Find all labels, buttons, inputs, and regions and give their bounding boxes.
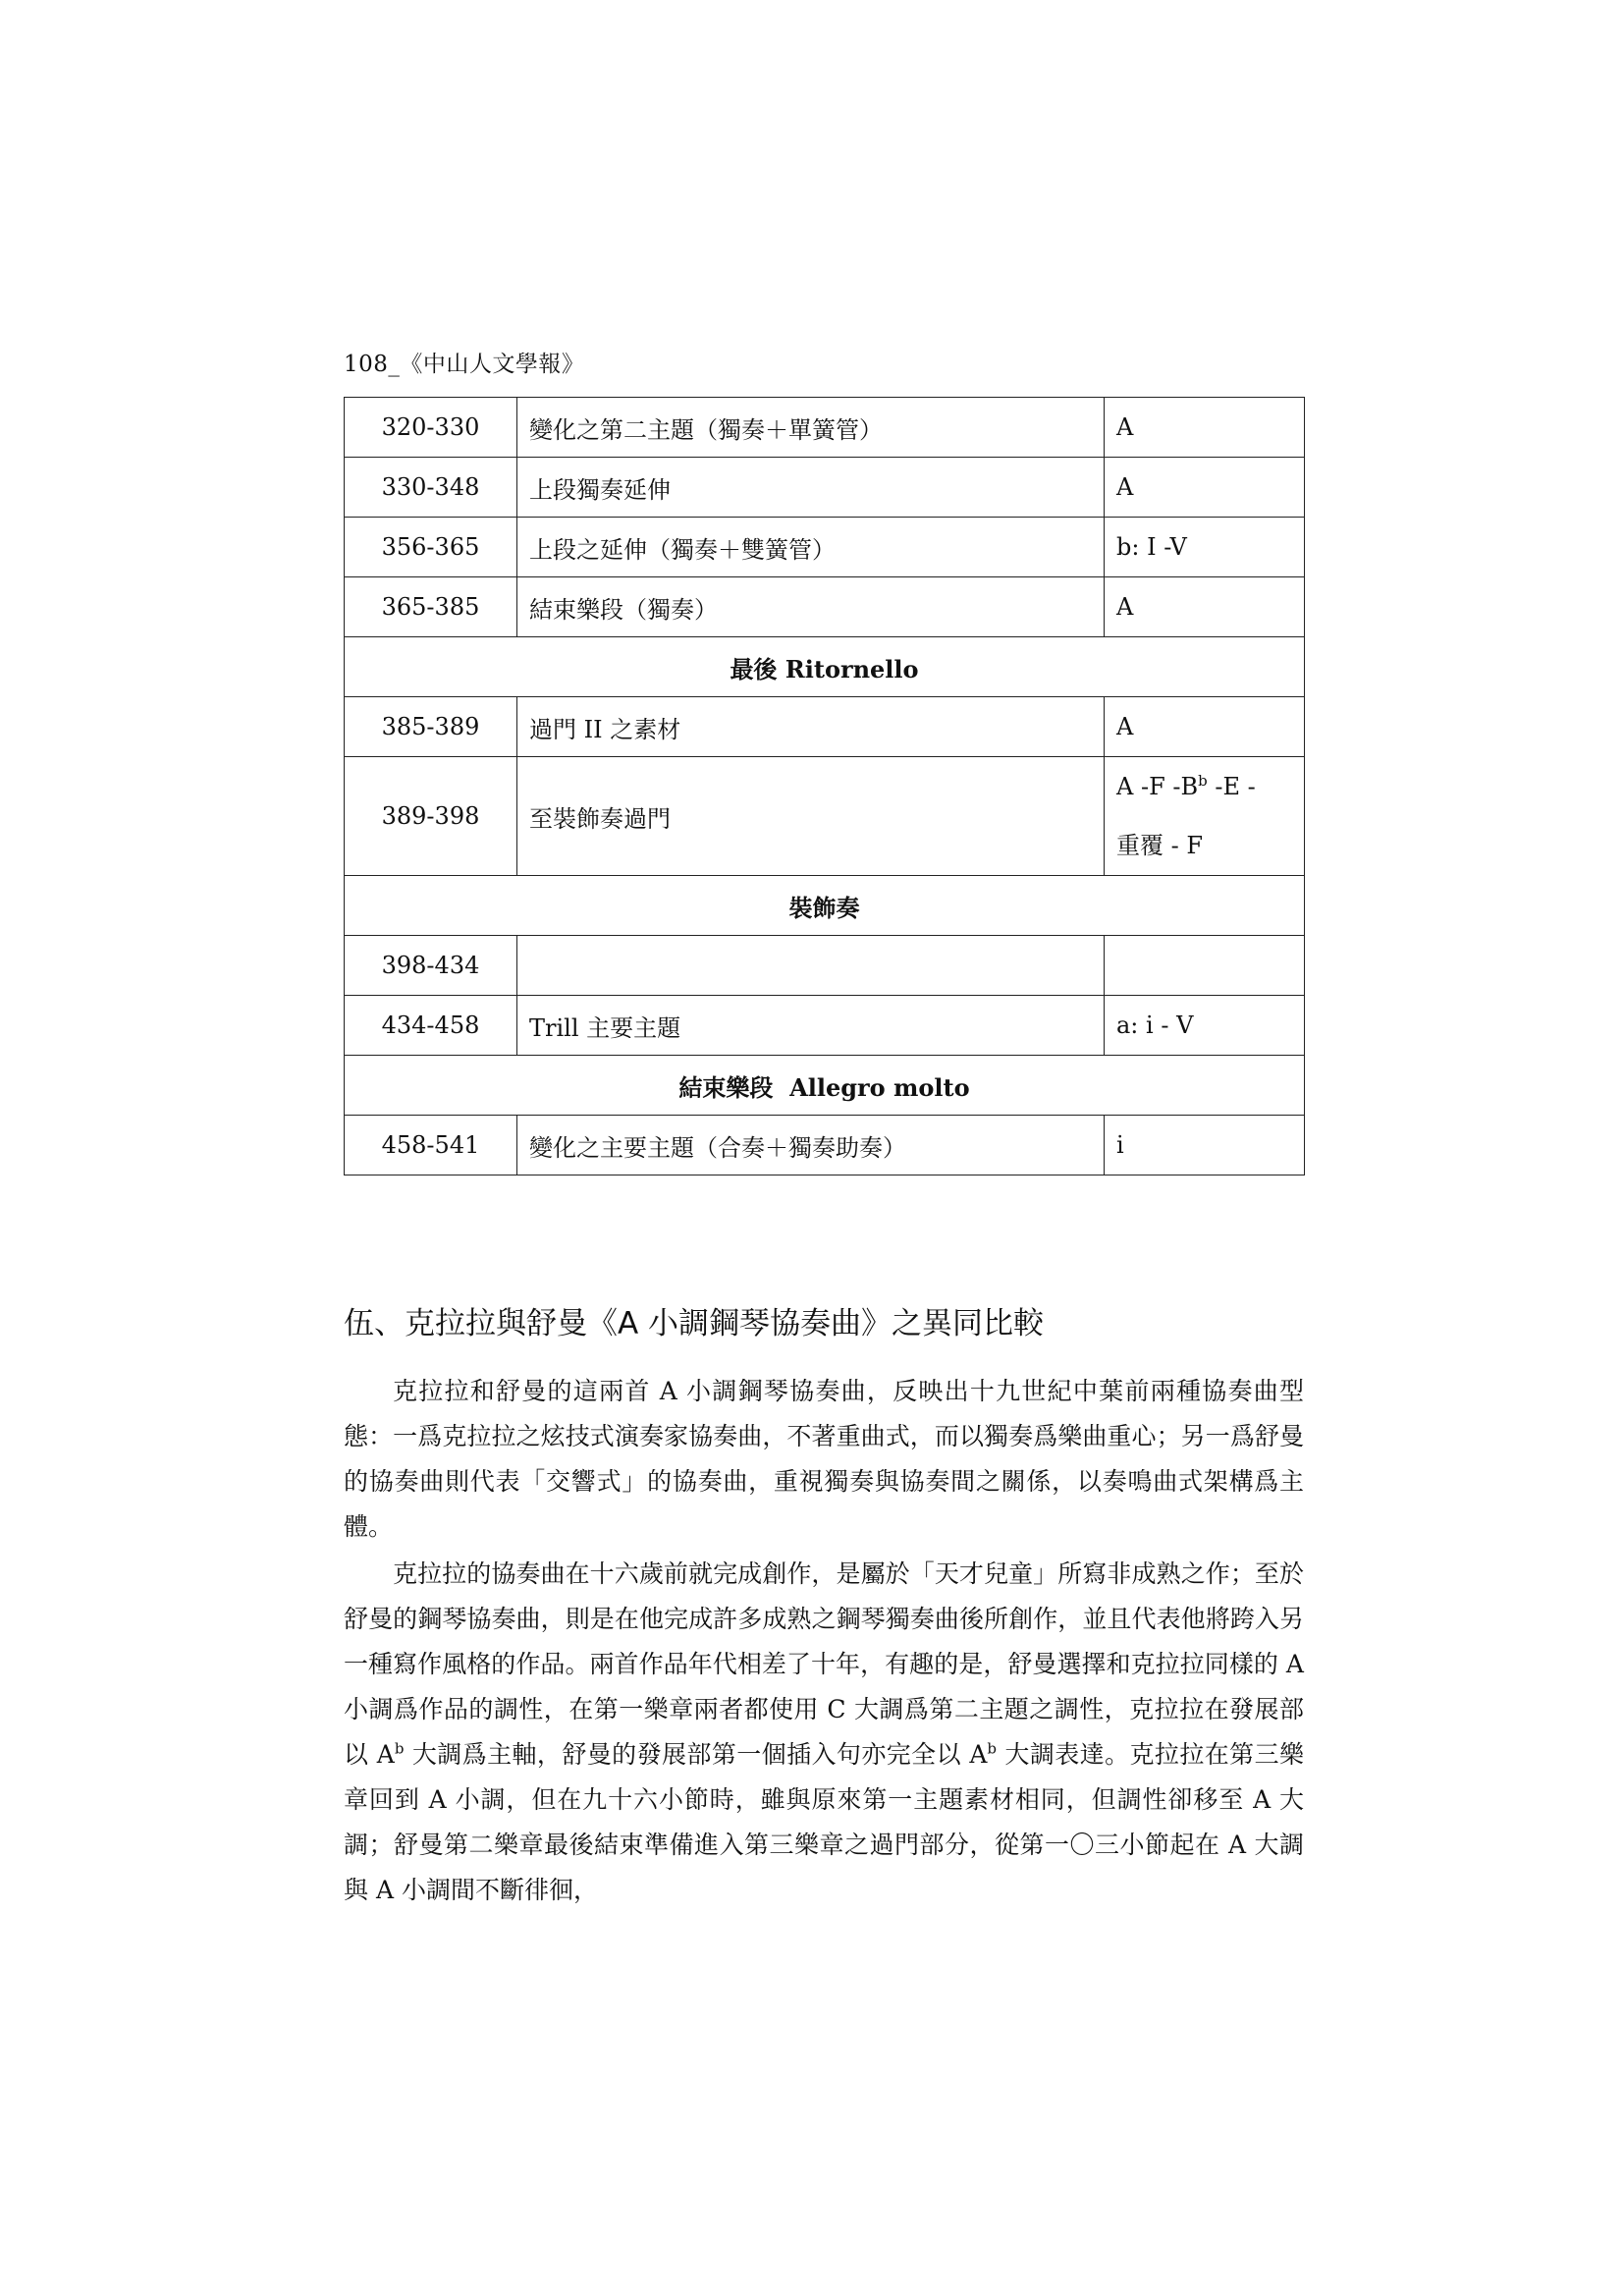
table-row [345,757,1305,876]
table-row [345,936,1305,996]
key-area [1105,757,1305,876]
table-section-row [345,637,1305,697]
measure-range: 434-458 [345,996,517,1056]
flat-superscript: b [1198,772,1208,790]
measure-range: 389-398 [345,757,517,876]
section-description: 結束樂段（獨奏） [517,577,1105,637]
flat-superscript: b [987,1739,998,1758]
table-row [345,996,1305,1056]
section-description [517,936,1105,996]
paragraph-2: 克拉拉的協奏曲在十六歲前就完成創作，是屬於「天才兒童」所寫非成熟之作；至於舒曼的鋼琴協奏曲，則是在他完成許多成熟之鋼琴獨奏曲後所創作，並且代表他將跨入另一種寫作風格的作品。兩首作品年代相差了十年，有趣的是，舒曼選擇和克拉拉同樣的 A 小調爲作品的調性，在第一樂章兩者都使用 C 大調爲第二主題之調性，克拉拉在發展部以 $A^b$ 大調爲主軸，舒曼的發展部第一個插入句亦完全以 $A^b$ 大調表達。克拉拉在第三樂章回到 A 小調，但在九十六小節時，雖與原來第一主題素材相同，但調性卻移至 A 大調；舒曼第二樂章最後結束準備進入第三樂章之過門部分，從第一〇三小節起在 A 大調與 A 小調間不斷徘徊， [344,1559,1304,1904]
section-description: Trill 主要主題 [517,996,1105,1056]
table-section-row [345,876,1305,936]
measure-range: 330-348 [345,458,517,518]
key-area [1105,936,1305,996]
paragraph-1: 克拉拉和舒曼的這兩首 A 小調鋼琴協奏曲，反映出十九世紀中葉前兩種協奏曲型態：一爲克拉拉之炫技式演奏家協奏曲，不著重曲式，而以獨奏爲樂曲重心；另一爲舒曼的協奏曲則代表「交響式」的協奏曲，重視獨奏與協奏間之關係，以奏鳴曲式架構爲主體。 [344,1377,1304,1541]
measure-range: 320-330 [345,398,517,458]
table-section-row [345,1056,1305,1116]
section-description: 過門 II 之素材 [517,697,1105,757]
section-description: 變化之主要主題（合奏＋獨奏助奏） [517,1116,1105,1175]
measure-range: 458-541 [345,1116,517,1175]
key-area: A [1105,577,1305,637]
table-row [345,518,1305,577]
key-area-line-2: 重覆 - F [1116,832,1204,859]
measure-range: 385-389 [345,697,517,757]
measure-range: 398-434 [345,936,517,996]
key-area: A [1105,398,1305,458]
key-area: b: I -V [1105,518,1305,577]
table-row [345,697,1305,757]
table-row [345,1116,1305,1175]
section-heading: 伍、克拉拉與舒曼《A 小調鋼琴協奏曲》之異同比較 [344,1306,1045,1341]
measure-range: 356-365 [345,518,517,577]
measure-range: 365-385 [345,577,517,637]
section-description: 上段之延伸（獨奏＋雙簧管） [517,518,1105,577]
key-area: i [1105,1116,1305,1175]
running-head: 108_《中山人文學報》 [344,352,585,377]
section-description: 上段獨奏延伸 [517,458,1105,518]
key-area: A [1105,697,1305,757]
body-text [344,1369,1304,1913]
section-label: 裝飾奏 [345,876,1305,936]
section-label: 最後 Ritornello [345,637,1305,697]
section-description: 變化之第二主題（獨奏＋單簧管） [517,398,1105,458]
table-row [345,458,1305,518]
key-area: A [1105,458,1305,518]
section-description: 至裝飾奏過門 [517,757,1105,876]
section-label: 結束樂段 Allegro molto [345,1056,1305,1116]
table-row [345,398,1305,458]
form-analysis-table [344,397,1305,1175]
key-area: a: i - V [1105,996,1305,1056]
table-row [345,577,1305,637]
key-area-line-1: A -F $-B^b$ -E - [1116,772,1256,800]
flat-superscript: b [394,1739,405,1758]
